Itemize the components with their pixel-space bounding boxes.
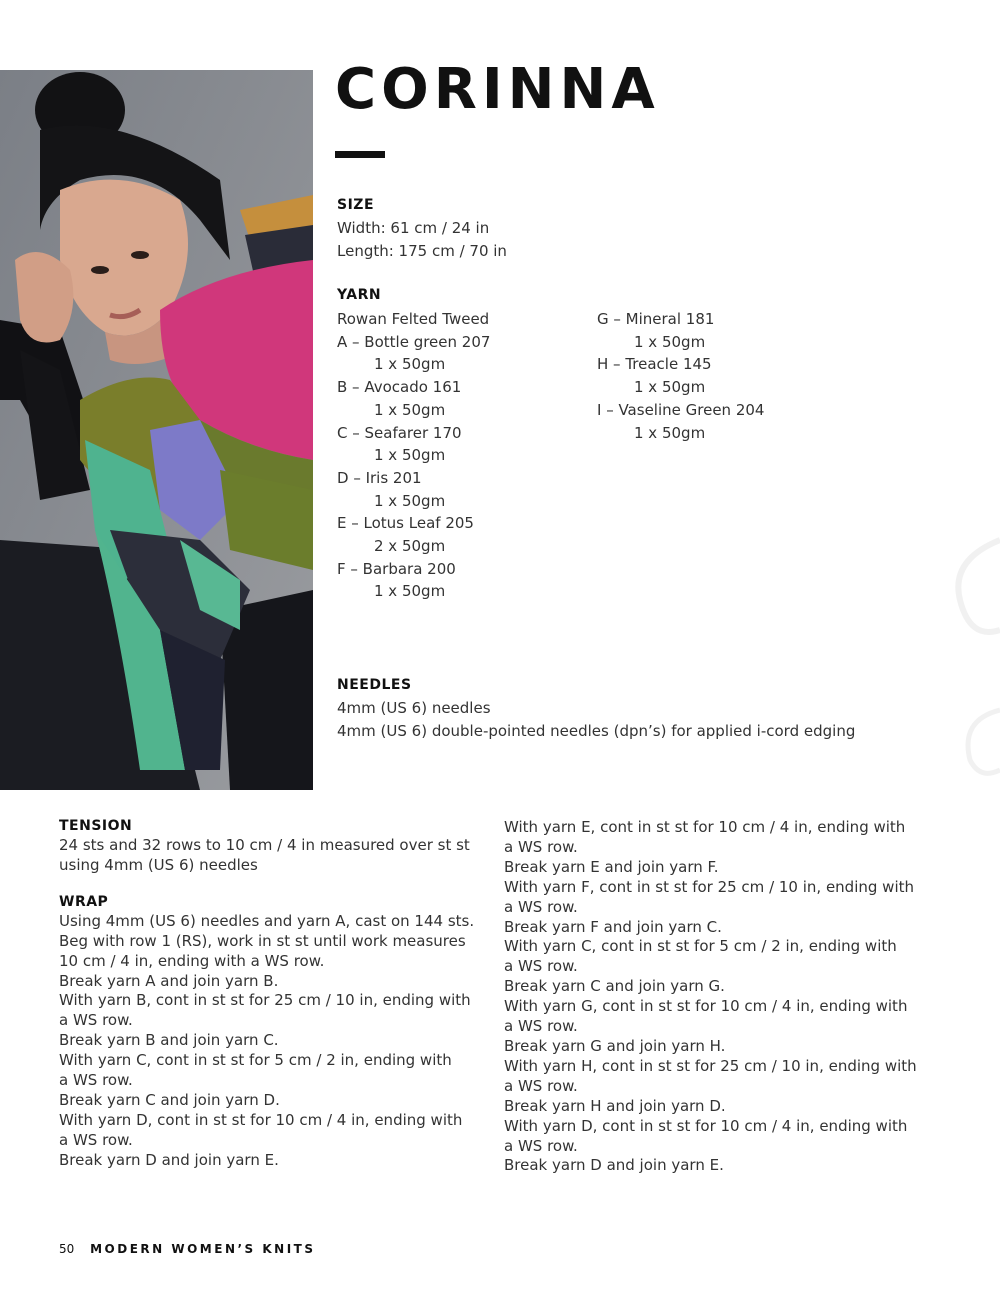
yarn-list-col2 (597, 308, 764, 444)
wrap-line: a WS row. (504, 1136, 578, 1155)
instructions-right-column (504, 818, 924, 1176)
page-number: 50 (59, 1242, 75, 1256)
wrap-line: Break yarn H and join yarn D. (504, 1096, 726, 1115)
yarn-section (337, 287, 381, 307)
yarn-qty: 1 x 50gm (634, 332, 706, 351)
yarn-item: E – Lotus Leaf 205 (337, 514, 474, 533)
needles-line: 4mm (US 6) double-pointed needles (dpn’s) for applied i-cord edging (337, 721, 856, 740)
yarn-item: B – Avocado 161 (337, 378, 462, 397)
page-footer (59, 1242, 316, 1256)
needles-section (337, 677, 855, 742)
title-underline (335, 151, 385, 158)
yarn-qty: 1 x 50gm (634, 423, 706, 442)
wrap-line: Break yarn B and join yarn C. (59, 1031, 279, 1050)
wrap-line: With yarn G, cont in st st for 10 cm / 4 in, ending with (504, 997, 908, 1016)
page-title: CORINNA (335, 57, 660, 122)
wrap-line: With yarn B, cont in st st for 25 cm / 10 in, ending with (59, 991, 471, 1010)
wrap-line: With yarn C, cont in st st for 5 cm / 2 in, ending with (59, 1051, 452, 1070)
yarn-qty: 1 x 50gm (374, 400, 446, 419)
yarn-item: F – Barbara 200 (337, 559, 456, 578)
wrap-line: a WS row. (504, 837, 578, 856)
yarn-item: A – Bottle green 207 (337, 332, 491, 351)
wrap-line: Break yarn D and join yarn E. (504, 1156, 724, 1175)
wrap-line: a WS row. (59, 1011, 133, 1030)
instructions-left-column (59, 818, 479, 1171)
tension-heading: TENSION (59, 818, 133, 834)
wrap-line: a WS row. (504, 1017, 578, 1036)
wrap-line: Break yarn D and join yarn E. (59, 1150, 279, 1169)
wrap-line: Break yarn C and join yarn D. (59, 1090, 280, 1109)
wrap-line: Using 4mm (US 6) needles and yarn A, cast on 144 sts. (59, 911, 475, 930)
yarn-brand: Rowan Felted Tweed (337, 310, 490, 328)
wrap-line: a WS row. (504, 957, 578, 976)
wrap-line: Break yarn E and join yarn F. (504, 857, 719, 876)
wrap-heading: WRAP (59, 893, 109, 910)
needles-line: 4mm (US 6) needles (337, 699, 491, 717)
wrap-line: With yarn H, cont in st st for 25 cm / 10 in, ending with (504, 1056, 917, 1075)
tension-line: using 4mm (US 6) needles (59, 855, 258, 874)
yarn-item: G – Mineral 181 (597, 310, 715, 328)
yarn-qty: 1 x 50gm (374, 582, 446, 601)
wrap-line: With yarn E, cont in st st for 10 cm / 4 in, ending with (504, 818, 906, 836)
wrap-line: a WS row. (504, 897, 578, 916)
yarn-item: D – Iris 201 (337, 468, 422, 487)
yarn-item: I – Vaseline Green 204 (597, 400, 765, 419)
yarn-heading: YARN (337, 287, 382, 303)
tension-line: 24 sts and 32 rows to 10 cm / 4 in measured over st st (59, 836, 470, 854)
yarn-qty: 1 x 50gm (374, 446, 446, 465)
wrap-line: a WS row. (59, 1071, 133, 1090)
yarn-list-col1 (337, 308, 490, 603)
wrap-line: Break yarn F and join yarn C. (504, 917, 722, 936)
wrap-line: Beg with row 1 (RS), work in st st until work measures (59, 931, 466, 950)
model-photo (0, 70, 313, 790)
magazine-name: MODERN WOMEN’S KNITS (90, 1242, 316, 1256)
wrap-line: Break yarn C and join yarn G. (504, 977, 725, 996)
size-heading: SIZE (337, 197, 375, 213)
yarn-qty: 1 x 50gm (374, 491, 446, 510)
wrap-line: With yarn D, cont in st st for 10 cm / 4 in, ending with (59, 1110, 463, 1129)
wrap-line: With yarn D, cont in st st for 10 cm / 4 in, ending with (504, 1116, 908, 1135)
wrap-line: Break yarn G and join yarn H. (504, 1036, 726, 1055)
yarn-item: H – Treacle 145 (597, 355, 712, 374)
yarn-item: C – Seafarer 170 (337, 423, 462, 442)
wrap-line: Break yarn A and join yarn B. (59, 971, 279, 990)
wrap-line: 10 cm / 4 in, ending with a WS row. (59, 951, 325, 970)
decorative-watermark (930, 530, 1000, 790)
needles-heading: NEEDLES (337, 677, 412, 693)
wrap-line: a WS row. (59, 1130, 133, 1149)
yarn-qty: 1 x 50gm (374, 355, 446, 374)
wrap-line: With yarn C, cont in st st for 5 cm / 2 in, ending with (504, 937, 897, 956)
size-section (337, 197, 507, 262)
wrap-line: With yarn F, cont in st st for 25 cm / 10 in, ending with (504, 877, 914, 896)
yarn-qty: 2 x 50gm (374, 537, 446, 556)
yarn-qty: 1 x 50gm (634, 378, 706, 397)
wrap-line: a WS row. (504, 1076, 578, 1095)
size-width: Width: 61 cm / 24 in (337, 219, 490, 237)
size-length: Length: 175 cm / 70 in (337, 241, 507, 260)
